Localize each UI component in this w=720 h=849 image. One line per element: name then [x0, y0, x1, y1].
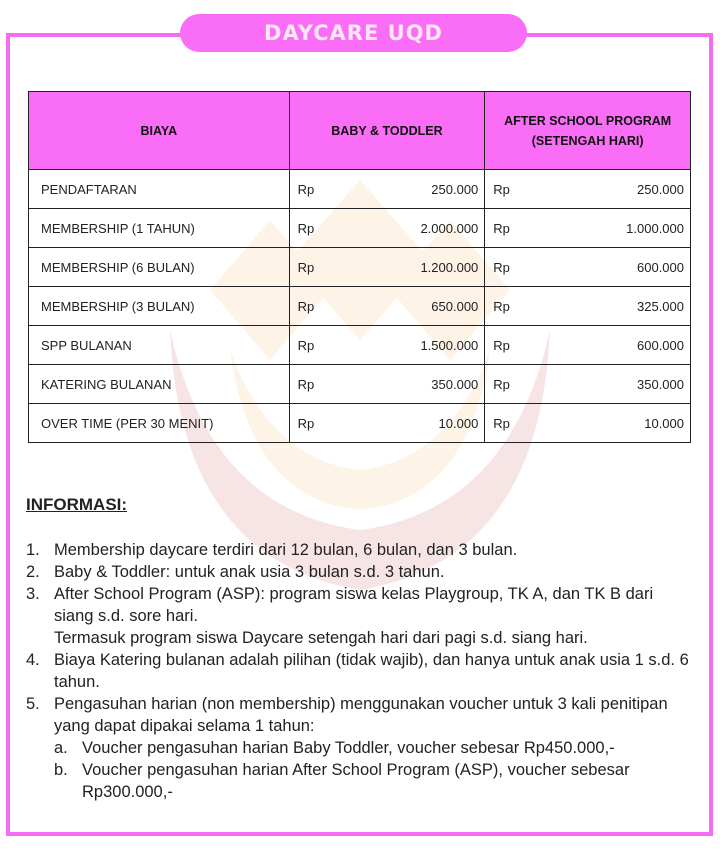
price: 600.000	[637, 337, 684, 353]
item-text: Baby & Toddler: untuk anak usia 3 bulan s.d. 3 tahun.	[54, 563, 445, 581]
currency: Rp	[297, 298, 315, 314]
header-baby-toddler: BABY & TODDLER	[289, 92, 485, 170]
baby-price-cell	[289, 170, 485, 209]
asp-price-cell	[485, 326, 691, 365]
table-row	[29, 365, 691, 404]
item-number: 5.	[26, 695, 40, 713]
sub-text: Voucher pengasuhan harian After School Program (ASP), voucher sebesar Rp300.000,-	[82, 761, 630, 801]
item-cell: SPP BULANAN	[29, 326, 290, 365]
item-number: 4.	[26, 651, 40, 669]
currency: Rp	[297, 181, 315, 197]
item-text: Pengasuhan harian (non membership) menggunakan voucher untuk 3 kali penitipan yang dapat dipakai selama 1 tahun:	[54, 695, 668, 735]
item-text: After School Program (ASP): program siswa kelas Playgroup, TK A, dan TK B dari siang s.d. sore hari.	[54, 585, 654, 625]
info-heading: INFORMASI:	[26, 495, 128, 514]
header-asp: AFTER SCHOOL PROGRAM (SETENGAH HARI)	[485, 92, 691, 170]
price: 325.000	[637, 298, 684, 314]
price: 350.000	[431, 376, 479, 392]
currency: Rp	[297, 259, 315, 275]
asp-price-cell	[485, 365, 691, 404]
price: 2.000.000	[420, 220, 479, 236]
sub-item	[54, 737, 696, 759]
asp-price-cell	[485, 404, 691, 443]
price: 250.000	[431, 181, 479, 197]
item-cell: MEMBERSHIP (1 TAHUN)	[29, 209, 290, 248]
sub-list	[54, 737, 696, 803]
sub-letter: a.	[54, 739, 68, 757]
baby-price-cell	[289, 404, 485, 443]
table-row	[29, 170, 691, 209]
baby-price-cell	[289, 365, 485, 404]
info-section	[26, 494, 696, 803]
item-text: Membership daycare terdiri dari 12 bulan, 6 bulan, dan 3 bulan.	[54, 541, 518, 559]
item-cell: PENDAFTARAN	[29, 170, 290, 209]
header-biaya: BIAYA	[29, 92, 290, 170]
info-list	[26, 539, 696, 803]
currency: Rp	[493, 259, 510, 275]
item-cell: OVER TIME (PER 30 MENIT)	[29, 404, 290, 443]
table-row	[29, 248, 691, 287]
price: 10.000	[644, 415, 684, 431]
currency: Rp	[493, 337, 510, 353]
list-item	[26, 539, 696, 561]
currency: Rp	[493, 415, 510, 431]
price: 350.000	[637, 376, 684, 392]
price: 250.000	[637, 181, 684, 197]
price: 600.000	[637, 259, 684, 275]
currency: Rp	[493, 220, 510, 236]
asp-price-cell	[485, 287, 691, 326]
price-table	[28, 91, 691, 443]
list-item	[26, 561, 696, 583]
sub-letter: b.	[54, 761, 68, 779]
table-row	[29, 287, 691, 326]
price: 1.200.000	[420, 259, 479, 275]
list-item	[26, 649, 696, 693]
table-row	[29, 209, 691, 248]
sub-text: Voucher pengasuhan harian Baby Toddler, voucher sebesar Rp450.000,-	[82, 739, 615, 757]
item-extra: Termasuk program siswa Daycare setengah hari dari pagi s.d. siang hari.	[54, 629, 588, 647]
baby-price-cell	[289, 326, 485, 365]
currency: Rp	[493, 376, 510, 392]
price: 1.500.000	[420, 337, 479, 353]
currency: Rp	[297, 376, 315, 392]
baby-price-cell	[289, 287, 485, 326]
price: 10.000	[438, 415, 479, 431]
item-text: Biaya Katering bulanan adalah pilihan (tidak wajib), dan hanya untuk anak usia 1 s.d. 6 tahun.	[54, 651, 689, 691]
asp-price-cell	[485, 209, 691, 248]
sub-item	[54, 759, 696, 803]
table-row	[29, 326, 691, 365]
price: 650.000	[431, 298, 479, 314]
item-number: 2.	[26, 563, 40, 581]
item-number: 1.	[26, 541, 40, 559]
price: 1.000.000	[626, 220, 684, 236]
currency: Rp	[493, 298, 510, 314]
currency: Rp	[297, 415, 315, 431]
currency: Rp	[493, 181, 510, 197]
asp-price-cell	[485, 170, 691, 209]
baby-price-cell	[289, 209, 485, 248]
page-title: DAYCARE UQD	[180, 14, 527, 52]
list-item	[26, 693, 696, 803]
item-cell: MEMBERSHIP (6 BULAN)	[29, 248, 290, 287]
list-item	[26, 583, 696, 649]
currency: Rp	[297, 337, 315, 353]
asp-price-cell	[485, 248, 691, 287]
item-cell: KATERING BULANAN	[29, 365, 290, 404]
item-cell: MEMBERSHIP (3 BULAN)	[29, 287, 290, 326]
table-row	[29, 404, 691, 443]
baby-price-cell	[289, 248, 485, 287]
currency: Rp	[297, 220, 315, 236]
item-number: 3.	[26, 585, 40, 603]
